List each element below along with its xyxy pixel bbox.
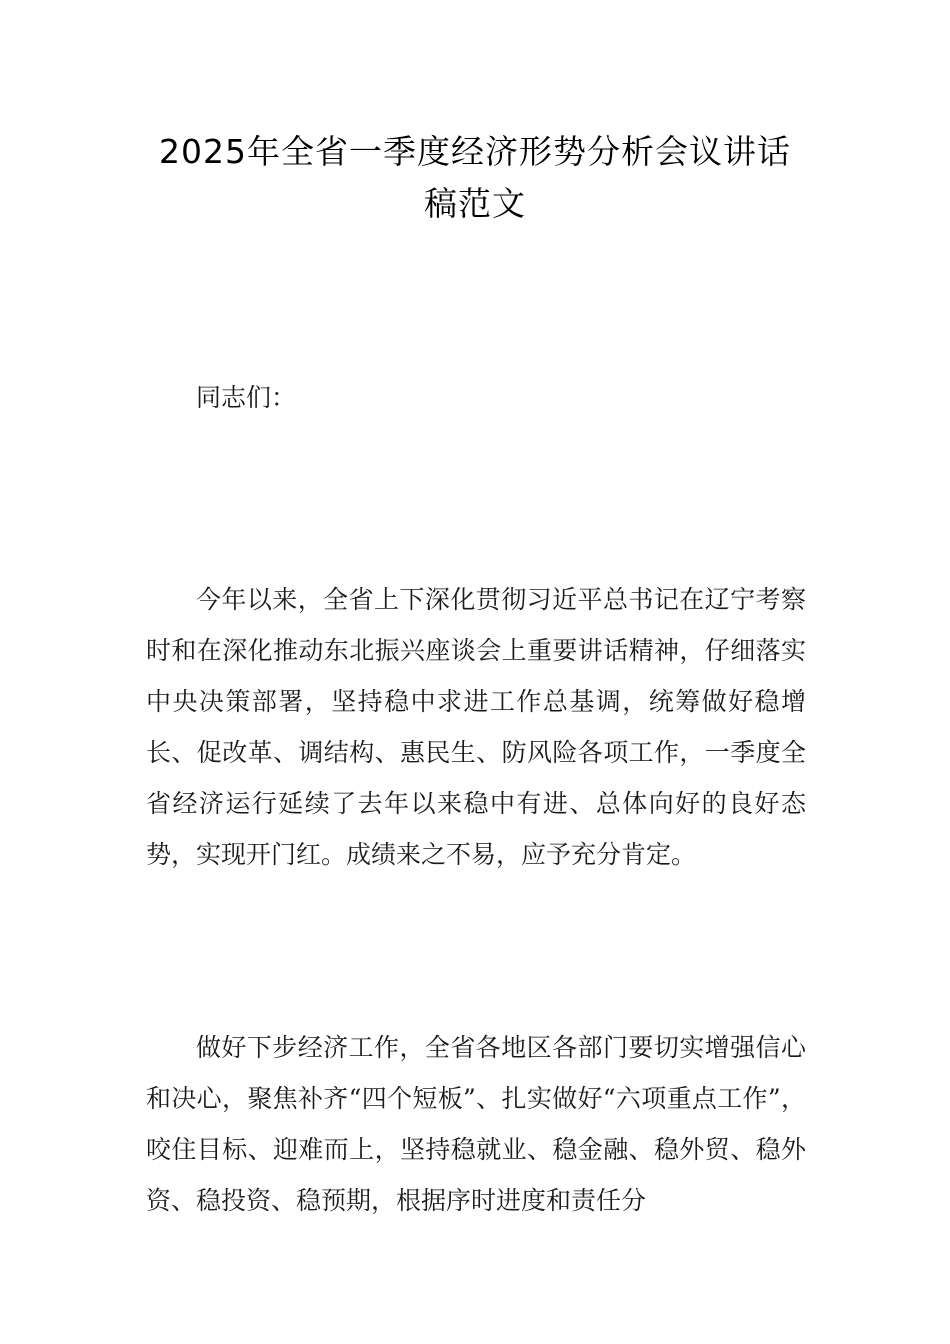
- paragraph-1: 今年以来，全省上下深化贯彻习近平总书记在辽宁考察时和在深化推动东北振兴座谈会上重要讲话精神，仔细落实中央决策部署，坚持稳中求进工作总基调，统筹做好稳增长、促改革、调结构、惠民生、防风险各项工作，一季度全省经济运行延续了去年以来稳中有进、总体向好的良好态势，实现开门红。成绩来之不易，应予充分肯定。: [146, 585, 806, 869]
- greeting: 同志们：: [196, 383, 297, 412]
- title-line-2: 稿范文: [424, 184, 526, 223]
- document-title: [140, 126, 810, 230]
- paragraph-2: 做好下步经济工作，全省各地区各部门要切实增强信心和决心，聚焦补齐“四个短板”、扎实做好“六项重点工作”，咬住目标、迎难而上，坚持稳就业、稳金融、稳外贸、稳外资、稳投资、稳预期，根据序时进度和责任分: [146, 1033, 806, 1215]
- title-line-1: 2025年全省一季度经济形势分析会议讲话: [159, 132, 791, 171]
